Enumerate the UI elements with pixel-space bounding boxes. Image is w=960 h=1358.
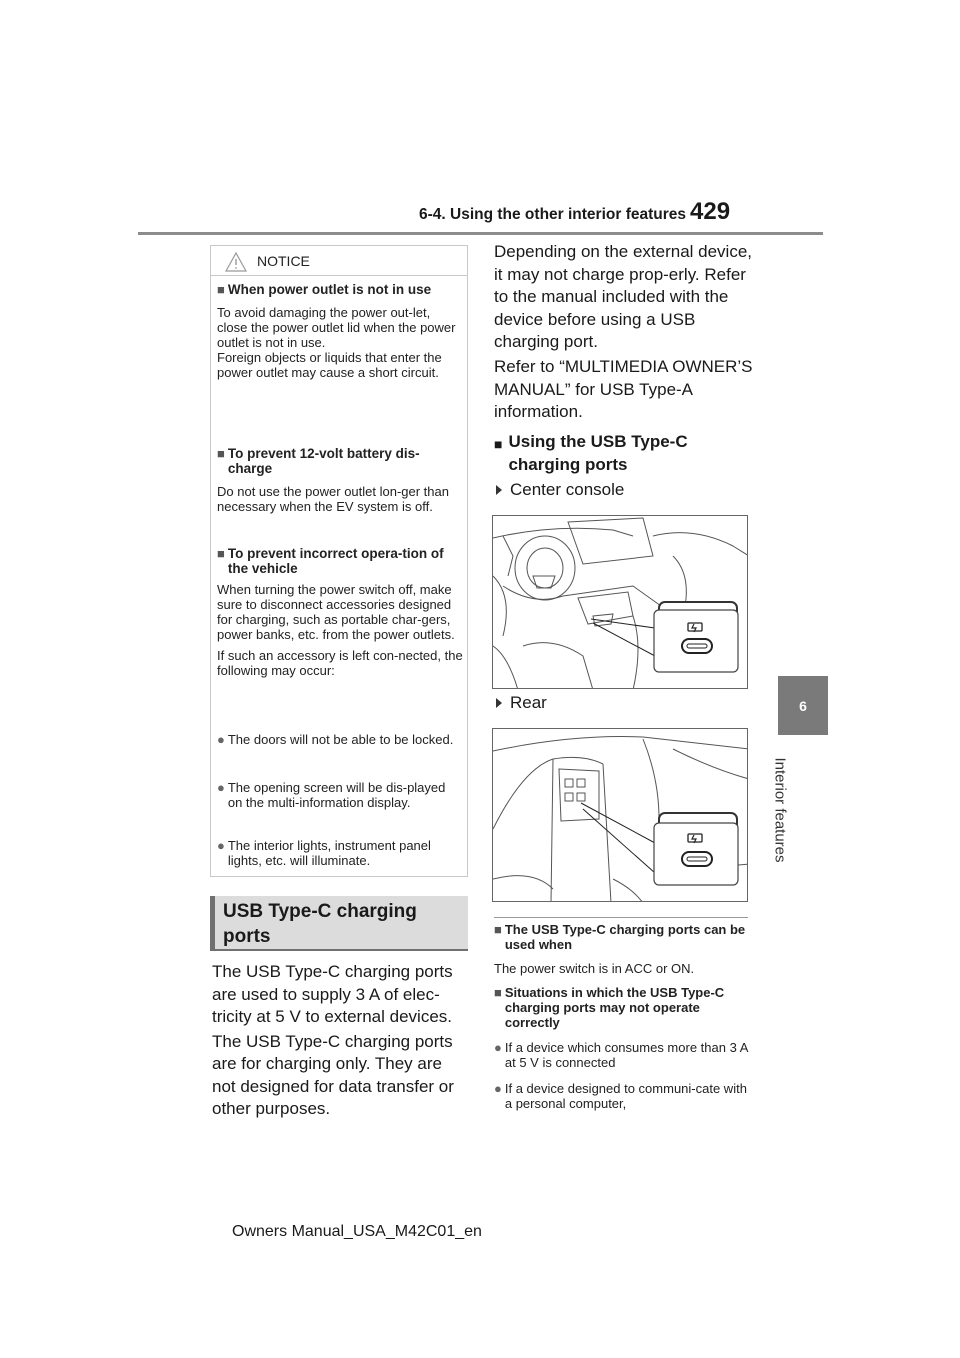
center-console-label: Center console	[496, 480, 624, 500]
usbc-heading: ■ Using the USB Type-C charging ports	[494, 432, 688, 474]
intro-text: The USB Type-C charging ports are used to supply 3 A of elec-tricity at 5 V to external devices. The USB Type-C charging ports are for charging only. They are not designed for data transfer or other purposes.	[212, 962, 454, 1118]
section-title: 6-4. Using the other interior features	[419, 206, 686, 223]
paragraph-device-charge: Depending on the external device, it may not charge prop-erly. Refer to the manual included with the device before using a USB charging port.	[494, 242, 753, 351]
header-rule	[138, 232, 823, 235]
notice-box	[210, 245, 468, 877]
center-console-drawing	[493, 516, 748, 689]
triangle-bullet-icon	[496, 485, 502, 495]
footer-manual-id: Owners Manual_USA_M42C01_en	[232, 1223, 482, 1240]
chapter-tab[interactable]	[778, 676, 828, 735]
note-not-operate: ■ Situations in which the USB Type-C charging ports may not operate correctly	[494, 985, 725, 1030]
chapter-label: Interior features	[771, 757, 789, 863]
notice-title: NOTICE	[257, 253, 310, 269]
rear-console-drawing	[493, 729, 748, 902]
notice-bullet: ● The interior lights, instrument panel lights, etc. will illuminate.	[217, 838, 431, 868]
section-banner	[210, 896, 468, 951]
note-bullet: ● If a device designed to communi-cate with a personal computer,	[494, 1081, 747, 1111]
notice-block-3: ■ To prevent incorrect opera-tion of the vehicle When turning the power switch off, make sure to disconnect accessories designed for charging, such as portable char-gers, power banks, etc. from the power outlets. If such an accessory is left con-nected, the following may occur:	[217, 546, 463, 678]
page-number: 429	[690, 198, 731, 225]
warning-triangle-icon	[225, 252, 247, 272]
rear-label: Rear	[496, 693, 547, 713]
rear-illustration	[492, 728, 748, 902]
notes-divider	[494, 917, 748, 918]
note-bullet: ● If a device which consumes more than 3 A at 5 V is connected	[494, 1040, 748, 1070]
notice-bullet: ● The opening screen will be dis-played on the multi-information display.	[217, 780, 446, 810]
triangle-bullet-icon	[496, 698, 502, 708]
notice-block-2: ■ To prevent 12-volt battery dis-charge Do not use the power outlet lon-ger than necessary when the EV system is off.	[217, 446, 449, 514]
notice-header	[211, 246, 467, 276]
paragraph-multimedia-ref: Refer to “MULTIMEDIA OWNER’S MANUAL” for USB Type-A information.	[494, 357, 753, 421]
chapter-number: 6	[799, 697, 807, 714]
notice-bullet: ● The doors will not be able to be locked.	[217, 732, 454, 747]
notice-block-1: ■ When power outlet is not in use To avoid damaging the power out-let, close the power outlet lid when the power outlet is not in use. Foreign objects or liquids that enter the power outlet may cause a short circuit.	[217, 282, 456, 380]
note-usable-when: ■ The USB Type-C charging ports can be used when The power switch is in ACC or ON.	[494, 922, 746, 976]
section-banner-title: USB Type-C charging ports	[223, 901, 417, 947]
center-console-illustration	[492, 515, 748, 689]
